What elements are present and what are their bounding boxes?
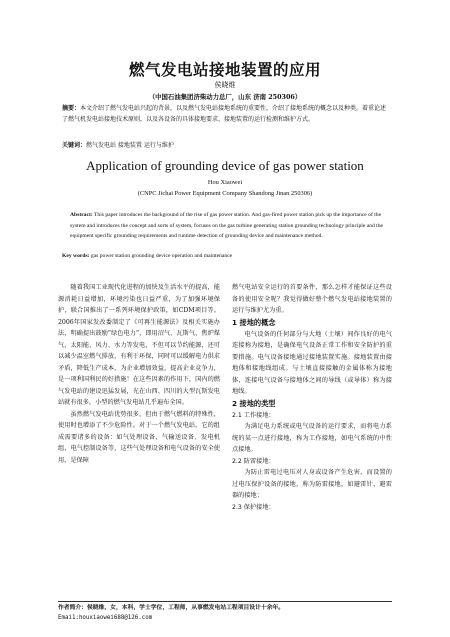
abstract-cn-text: 本文介绍了燃气发电站兴起的背景，以及燃气发电站接地系统的重要性，介绍了接地系统的概念以及种类，着重论述了燃气机发电站接地技术原则，以及各设备的具体接地要求、接地装置的运行检测和维护方式。 bbox=[62, 105, 387, 123]
section-heading: 1 接地的概念 bbox=[232, 317, 276, 327]
keywords-en-label: Key words: bbox=[62, 253, 90, 259]
keywords-en bbox=[62, 252, 392, 261]
abstract-cn bbox=[62, 103, 390, 125]
paper-title-en: Application of grounding device of gas power station bbox=[86, 158, 364, 173]
abstract-en bbox=[70, 210, 386, 242]
keywords-cn bbox=[62, 141, 390, 150]
subsection-heading: 2.2 防雷接地： bbox=[232, 457, 275, 465]
subsection-heading: 2.1 工作接地： bbox=[232, 411, 275, 419]
body-column-right bbox=[232, 282, 392, 513]
body-column-left bbox=[58, 282, 220, 466]
abstract-cn-label: 摘要： bbox=[62, 105, 81, 112]
body-paragraph: 随着我国工业现代化进程的加快及生活水平的提高，能源消耗日益增加，环境污染也日益严重，为了加强环境保护，联合国推出了一系列环境保护政策，如CDM项目等。2006年国家发改委制定了《可再生能源法》及相关实施办法，明确提出鼓励“绿色电力”，即用沼气、瓦斯气、焦炉煤气、太阳能、风力、水力等发电，不但可以节约能源，还可以减少温室燃气排放，有利于环保，同时可以缓解电力供求矛盾，降低生产成本，为企业增加效益，提高企业竞争力，是一项利国利民的好措施！在这些因素的作用下，国内的燃气发电站的建设迅猛发展，光在山西、四川的大型瓦斯发电站就有很多，小型的燃气发电站几乎遍布全国。 bbox=[58, 284, 220, 406]
abstract-en-text: This paper introduces the background of the rise of gas power station. And gas-fired power station pick up the importance of the system and introduces the concept and sorts of system, focuses on the gas turbine generating station grounding technology principle and the equipment specific grounding requirements and runtime detection of grounding device and maintenance method. bbox=[70, 212, 384, 239]
section-heading: 2 接地的类型 bbox=[232, 398, 276, 408]
body-paragraph: 燃气电站安全运行的首要条件，那么怎样才能保证这些设备的使用安全呢？我觉得做好整个燃气发电站接地装置的运行与维护尤为重。 bbox=[232, 284, 392, 314]
affiliation-cn: （中国石油集团济柴动力总厂，山东 济南 250306） bbox=[148, 93, 302, 101]
author-bio-footnote: 作者简介：侯晓维，女，本科，学士学位，工程师，从事燃发电站工程项目设计十余年。 bbox=[58, 605, 285, 611]
email-footnote: Emai1:houxiaowei688@126.com bbox=[58, 615, 153, 621]
keywords-cn-text: 燃气发电站 接地装置 运行与维护 bbox=[86, 142, 174, 149]
footnote-divider bbox=[58, 601, 392, 602]
author-en: Hou Xiaowei bbox=[207, 179, 243, 186]
body-paragraph: 电气设备的任何部分与大地（土壤）间作良好的电气连接称为接地，是确保电气设备正常工作和安全防护的重要措施。电气设备接地通过接地装置实施。接地装置由接地体和接地线组成。与土壤直接接触的金属体称为接地体，连接电气设备与接地体之间的导线（或导体）称为接地线。 bbox=[232, 330, 392, 395]
keywords-cn-label: 关键词： bbox=[62, 142, 87, 149]
body-paragraph: 为满足电力系统或电气设备的运行要求，而将电力系统的某一点进行接地，称为工作接地，如电气系统的中性点接地。 bbox=[232, 423, 392, 453]
body-paragraph: 虽然燃气发电站优势很多，但由于燃气燃料的特殊性，使用时也增添了不少危险性。对于一个燃气发电站，它的组成需要诸多的设备：如气处理设备、气输送设备、发电机组、电气控制设备等，这些气处理设备和电气设备的安全使用，是保障 bbox=[58, 410, 220, 464]
keywords-en-text: gas power station grounding device operation and maintenance bbox=[89, 253, 233, 259]
body-paragraph: 为防止雷电过电压对人身或设备产生危害，而设置的过电压保护设备的接地，称为防雷接地，如避雷针、避雷器的接地； bbox=[232, 469, 392, 499]
author-cn: 侯晓维 bbox=[214, 81, 236, 89]
paper-title-cn: 燃气发电站接地装置的应用 bbox=[128, 61, 321, 79]
affiliation-en: (CNPC Jichai Power Equipment Company Shandong Jinan 250306) bbox=[137, 190, 313, 197]
abstract-en-label: Abstract: bbox=[70, 212, 93, 218]
subsection-heading: 2.3 保护接地： bbox=[232, 503, 275, 511]
